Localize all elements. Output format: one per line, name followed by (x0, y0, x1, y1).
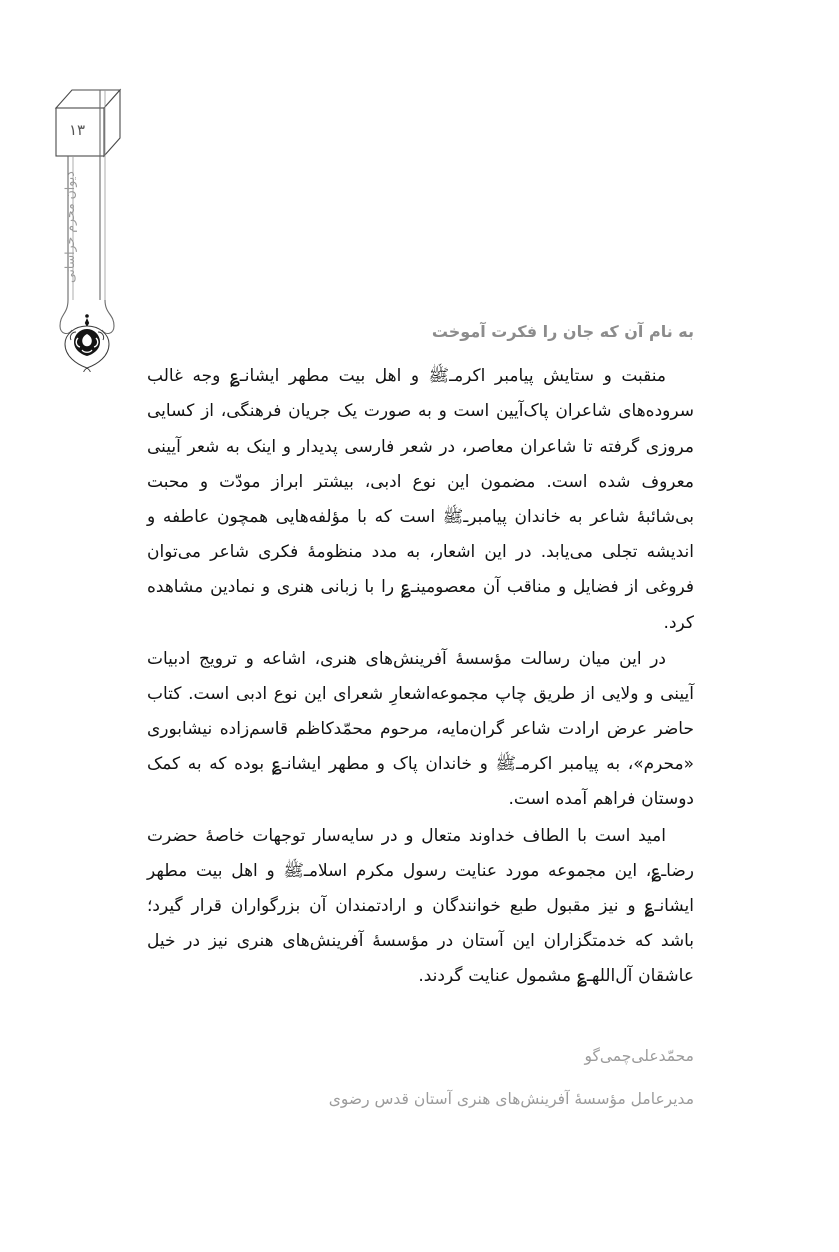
signature-name: محمّدعلی‌چمی‌گو (584, 1047, 694, 1065)
bookmark-vertical-title: دیوان محرم خراسانی (62, 171, 77, 283)
section-title: به نام آن که جان را فکرت آموخت (431, 322, 694, 341)
body-paragraph: منقبت و ستایش پیامبر اکرمـﷺ و اهل بیت مطهر ایشانـ؏ وجه غالب سروده‌های شاعران پاک‌آیین است و به صورت یک جریان فرهنگی، از کسایی مروزی گرفته تا شاعران معاصر، در شعر فارسی پدیدار و اینک به شعر آیینی معروف شده است. مضمون این نوع ادبی، بیشتر ابراز مودّت و محبت بی‌شائبۀ شاعر به خاندان پیامبرـﷺ است که با مؤلفه‌هایی همچون عاطفه و اندیشه تجلی می‌یابد. در این اشعار، به مدد منظومۀ فکری شاعر می‌توان فروغی از فضایل و مناقب آن معصومینـ؏ را با زبانی هنری و نمادین مشاهده کرد. (147, 366, 694, 633)
text-column (147, 318, 694, 996)
folio-number: ۱۳ (68, 121, 86, 139)
signature-block (147, 1042, 694, 1115)
body-paragraph: در این میان رسالت مؤسسۀ آفرینش‌های هنری، اشاعه و ترویج ادبیات آیینی و ولایی از طریق چاپ مجموعه‌اشعارِ شعرای این نوع ادبی است. کتاب حاضر عرض ارادت شاعر گران‌مایه، مرحوم محمّدکاظم قاسم‌زاده نیشابوری «محرم»، به پیامبر اکرمـﷺ و خاندان پاک و مطهر ایشانـ؏ بوده که به کمک دوستان فراهم آمده است. (147, 648, 694, 810)
arabesque-medallion-icon (65, 314, 109, 372)
body-paragraph: امید است با الطاف خداوند متعال و در سایه‌سار توجهات خاصۀ حضرت رضاـ؏، این مجموعه مورد عنایت رسول مکرم اسلامـﷺ و اهل بیت مطهر ایشانـ؏ و نیز مقبول طبع خوانندگان و ارادتمندان آن بزرگواران قرار گیرد؛ باشد که خدمتگزاران این آستان در مؤسسۀ آفرینش‌های هنری نیز در خیل عاشقان آل‌اللهـ؏ مشمول عنایت گردند. (147, 825, 694, 987)
signature-role: مدیرعامل مؤسسۀ آفرینش‌های هنری آستان قدس رضوی (328, 1090, 694, 1109)
